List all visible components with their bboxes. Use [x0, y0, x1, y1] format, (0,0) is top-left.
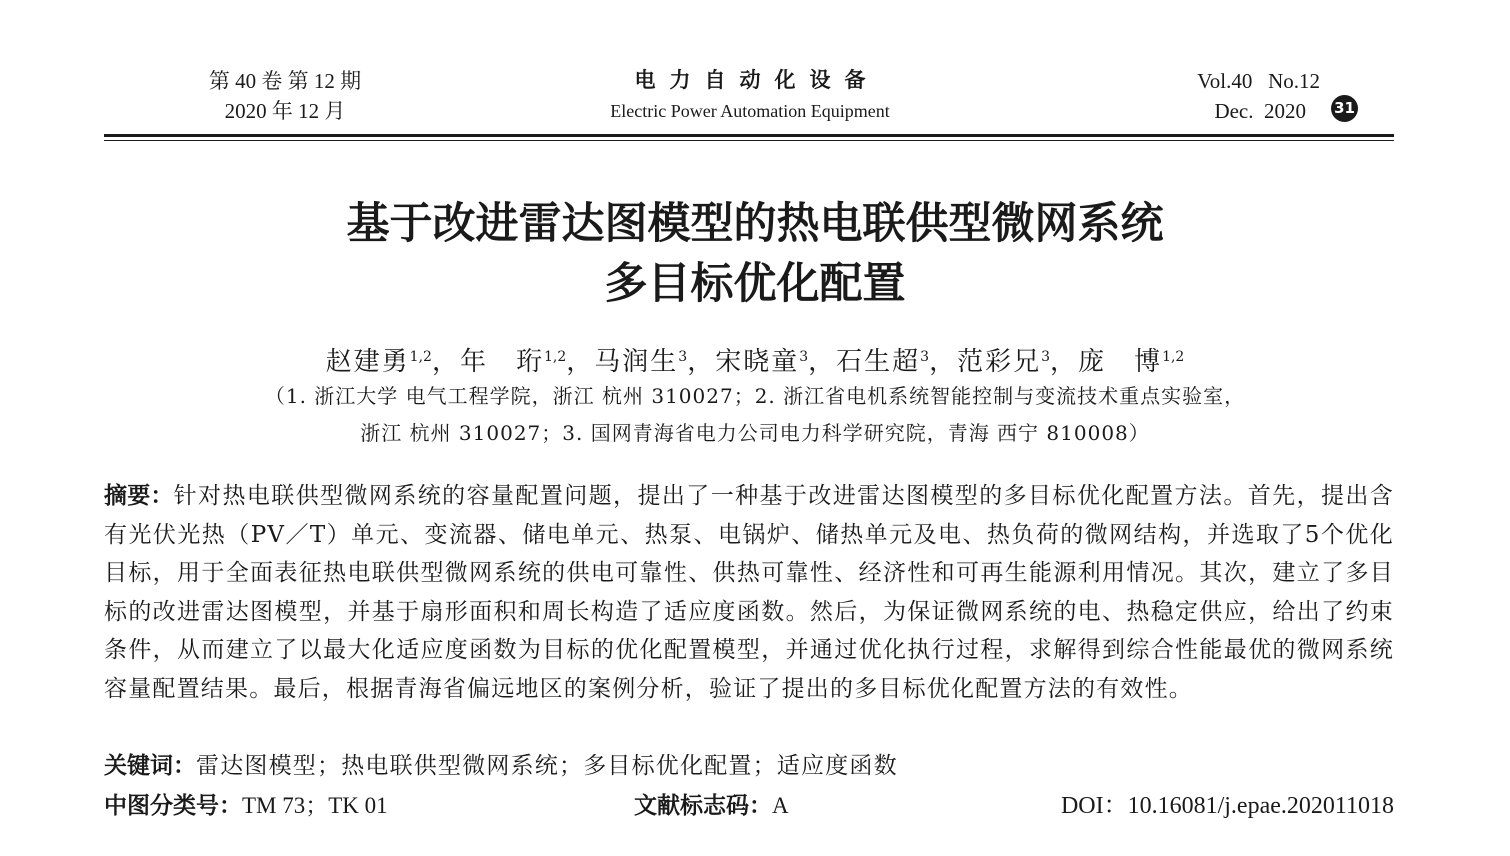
paper-title-line2: 多目标优化配置: [604, 259, 906, 309]
clc-label: 中图分类号：: [104, 793, 242, 819]
author: 年 珩$^{1,2}$，: [459, 347, 595, 377]
document-code: [634, 788, 789, 824]
volume-issue-cn: 第 40 卷 第 12 期: [208, 69, 362, 93]
paper-title-line1: 基于改进雷达图模型的热电联供型微网系统: [346, 199, 1164, 249]
keywords: [104, 748, 1394, 784]
author: 马润生$^3$，: [594, 347, 716, 377]
clc-number: [104, 788, 388, 824]
abstract: [104, 477, 1394, 708]
author: 庞 博$^{1,2}$: [1078, 347, 1185, 377]
affiliation-line2: 浙江 杭州 310027；3. 国网青海省电力公司电力科学研究院，青海 西宁 810008）: [360, 421, 1150, 445]
issue-info-en: [1160, 66, 1320, 126]
journal-title-en: Electric Power Automation Equipment: [610, 101, 890, 121]
journal-masthead: [560, 66, 940, 126]
issue-date-en: Dec. 2020: [1214, 99, 1306, 123]
journal-title-cn: 电力自动化设备: [634, 68, 880, 92]
volume-issue-en: Vol.40 No.12: [1197, 69, 1320, 93]
affiliation-line1: （1. 浙江大学 电气工程学院，浙江 杭州 310027；2. 浙江省电机系统智能控制与变流技术重点实验室，: [264, 384, 1246, 408]
clc-value: TM 73；TK 01: [242, 793, 388, 818]
header-rule-thick: [104, 134, 1394, 137]
header-rule-thin: [104, 140, 1394, 141]
document-code-value: A: [772, 793, 789, 818]
abstract-label: 摘要：: [104, 483, 174, 509]
document-code-label: 文献标志码：: [634, 793, 772, 819]
author-list: [0, 338, 1510, 381]
doi[interactable]: DOI：10.16081/j.epae.202011018: [1060, 793, 1394, 819]
author: 范彩兄$^3$，: [957, 347, 1079, 377]
keywords-label: 关键词：: [104, 753, 196, 779]
author: 赵建勇$^{1,2}$，: [325, 347, 460, 377]
issue-date-cn: 2020 年 12 月: [224, 99, 346, 123]
keywords-text: 雷达图模型；热电联供型微网系统；多目标优化配置；适应度函数: [196, 753, 898, 779]
author: 宋晓童$^3$，: [715, 347, 837, 377]
abstract-text: 针对热电联供型微网系统的容量配置问题，提出了一种基于改进雷达图模型的多目标优化配置方法。首先，提出含有光伏光热（PV／T）单元、变流器、储电单元、热泵、电锅炉、储热单元及电、热负荷的微网结构，并选取了5个优化目标，用于全面表征热电联供型微网系统的供电可靠性、供热可靠性、经济性和可再生能源利用情况。其次，建立了多目标的改进雷达图模型，并基于扇形面积和周长构造了适应度函数。然后，为保证微网系统的电、热稳定供应，给出了约束条件，从而建立了以最大化适应度函数为目标的优化配置模型，并通过优化执行过程，求解得到综合性能最优的微网系统容量配置结果。最后，根据青海省偏远地区的案例分析，验证了提出的多目标优化配置方法的有效性。: [104, 483, 1395, 702]
author: 石生超$^3$，: [836, 347, 958, 377]
page-number-badge: 31: [1331, 95, 1358, 122]
issue-info-cn: [190, 66, 380, 126]
